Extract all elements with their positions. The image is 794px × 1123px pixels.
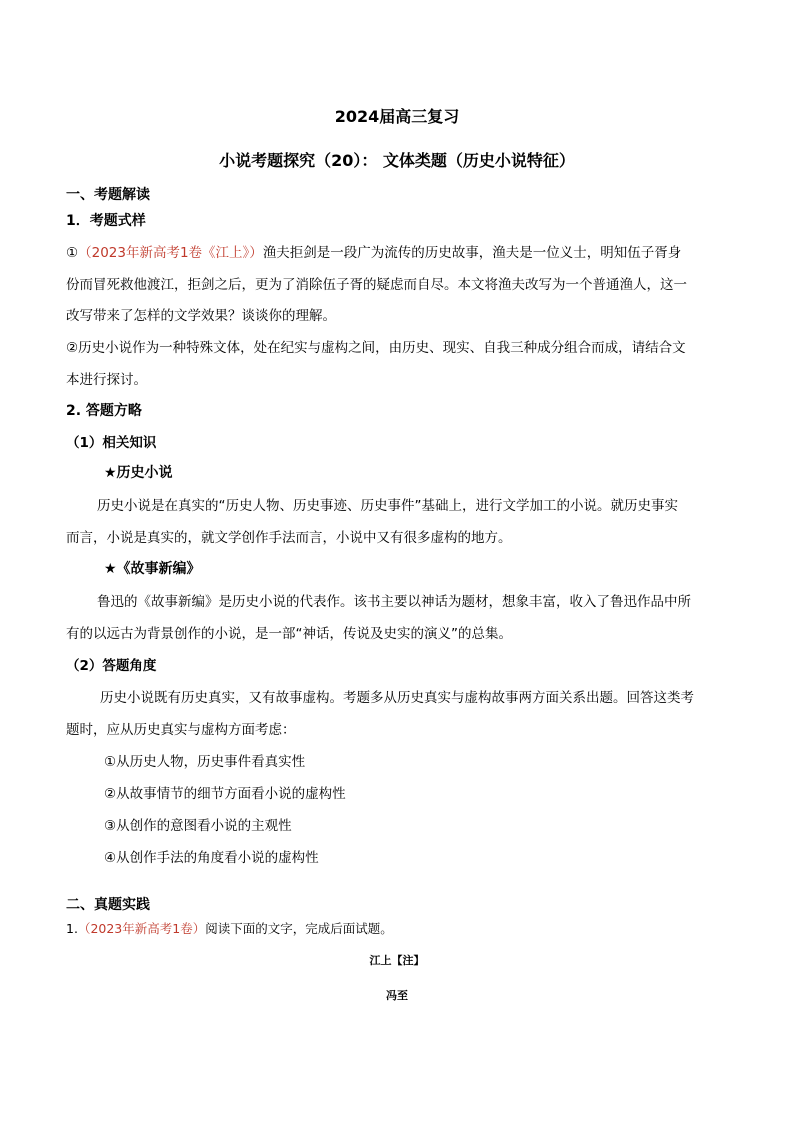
question-1-marker: ① <box>66 245 79 261</box>
section-2-heading: 二、真题实践 <box>66 897 150 913</box>
story-title: 江上【注】 <box>369 954 425 967</box>
practice-1-line <box>66 919 393 937</box>
section-1-heading: 一、考题解读 <box>66 187 150 203</box>
question-1-source: （2023年新高考1卷《江上》） <box>78 245 263 261</box>
question-2-line-1: ②历史小说作为一种特殊文体，处在纪实与虚构之间，由历史、现实、自我三种成分组合而成，请结合文 <box>66 340 686 356</box>
star-heading-old-tales: ★《故事新编》 <box>104 561 201 577</box>
angle-intro-line-1: 历史小说既有历史真实，又有故事虚构。考题多从历史真实与虚构故事两方面关系出题。回答这类考 <box>100 690 694 706</box>
question-1-line-1 <box>66 241 681 261</box>
old-tales-line-1: 鲁迅的《故事新编》是历史小说的代表作。该书主要以神话为题材，想象丰富，收入了鲁迅作品中所 <box>97 594 691 610</box>
historical-novel-line-1: 历史小说是在真实的“历史人物、历史事迹、历史事件”基础上，进行文学加工的小说。就历史事实 <box>97 498 678 514</box>
section-1-2-heading: 2. 答题方略 <box>66 403 142 419</box>
angle-item: ②从故事情节的细节方面看小说的虚构性 <box>104 786 346 802</box>
angle-item: ①从历史人物，历史事件看真实性 <box>104 754 306 770</box>
question-1-line-3: 改写带来了怎样的文学效果？谈谈你的理解。 <box>66 308 336 324</box>
question-1-line-2: 份而冒死救他渡江，拒剑之后，更为了消除伍子胥的疑虑而自尽。本文将渔夫改写为一个普通渔人，这一 <box>66 277 687 293</box>
angle-intro-line-2: 题时，应从历史真实与虚构方面考虑： <box>66 722 296 738</box>
angle-item: ③从创作的意图看小说的主观性 <box>104 818 292 834</box>
angle-item: ④从创作手法的角度看小说的虚构性 <box>104 850 319 866</box>
subsection-knowledge-heading: （1）相关知识 <box>66 435 157 451</box>
star-heading-historical-novel: ★历史小说 <box>104 465 173 481</box>
section-1-1-heading: 1．考题式样 <box>66 213 146 229</box>
practice-1-text: 阅读下面的文字，完成后面试题。 <box>205 921 393 936</box>
old-tales-line-2: 有的以远古为背景创作的小说，是一部“神话，传说及史实的演义”的总集。 <box>66 626 512 642</box>
historical-novel-line-2: 而言，小说是真实的，就文学创作手法而言，小说中又有很多虚构的地方。 <box>66 530 512 546</box>
question-2-line-2: 本进行探讨。 <box>66 372 147 388</box>
practice-1-source: （2023年新高考1卷） <box>77 921 206 936</box>
story-author: 冯至 <box>386 989 408 1002</box>
doc-title: 2024届高三复习 <box>334 107 460 126</box>
subsection-angle-heading: （2）答题角度 <box>66 658 157 674</box>
question-1-text: 渔夫拒剑是一段广为流传的历史故事，渔夫是一位义士，明知伍子胥身 <box>262 245 682 261</box>
doc-subtitle: 小说考题探究（20）： 文体类题（历史小说特征） <box>219 151 575 170</box>
practice-1-number: 1. <box>66 921 78 936</box>
